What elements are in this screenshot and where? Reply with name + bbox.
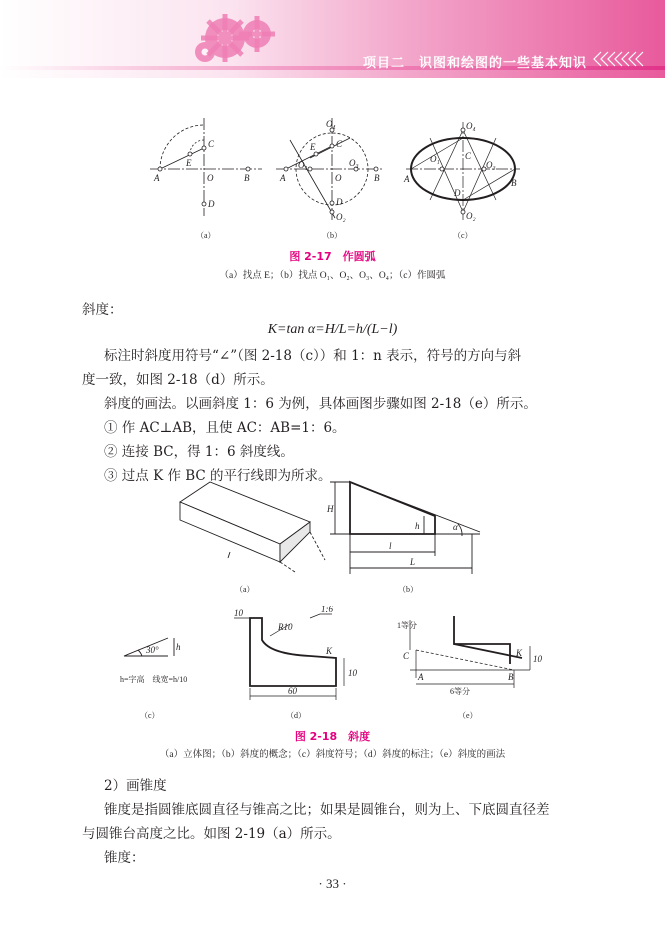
fig218-b-labels [326,504,458,567]
label-alpha: α [453,522,458,532]
slope-formula: K=tan α=H/L=h/(L−l) [267,322,398,337]
label-o: O [335,173,342,183]
label-r10: R10 [278,622,293,632]
fig217-a-label: （a） [196,231,216,240]
label-30deg: 30° [146,645,159,655]
fig218-d-label: （d） [286,711,306,720]
slope-title: 斜度： [82,302,123,318]
fig217-b-label: （b） [322,231,342,240]
header-title: 项目二 识图和绘图的一些基本知识 [362,56,587,71]
label-d: D [208,199,215,209]
label-h: h [415,521,420,531]
fig217-subcaption: （a）找点 E；（b）找点 O₁、O₂、O₃、O₄；（c）作圆弧 [219,271,446,281]
fig217-caption: 图 2-17 作圆弧 [289,250,376,263]
step-2: ② 连接 BC，得 1：6 斜度线。 [104,444,294,460]
label-b: B [374,173,380,183]
label-o4: O₄ [466,121,476,131]
label-a: A [404,174,410,184]
taper-line2: 与圆锥台高度之比。如图 2-19（a）所示。 [82,826,341,842]
step-3: ③ 过点 K 作 BC 的平行线即为所求。 [104,468,332,484]
label-c: C [336,139,343,149]
page-header [0,0,665,78]
label-b: B [511,178,517,188]
label-e: E [310,142,316,152]
label-o4: O₄ [326,119,336,129]
paragraph-1-line1: 标注时斜度用符号“∠”（图 2-18（c））和 1：n 表示，符号的方向与斜 [104,348,522,364]
label-c: C [465,151,472,161]
gear-decoration-icon [185,8,295,68]
label-d: D [454,188,461,198]
label-l: l [389,541,392,551]
label-a: A [418,672,424,682]
fig218-caption: 图 2-18 斜度 [294,730,371,743]
label-h-note: h=字高 线宽=h/10 [120,675,188,684]
label-o2: O₂ [466,211,476,221]
label-o2: O₂ [336,212,346,222]
label-a: A [154,173,160,183]
label-b: B [244,173,250,183]
fig218-a-label: （a） [235,585,255,594]
fig217-panel-c [406,122,520,220]
label-6parts: 6等分 [450,687,470,696]
fig217-b-labels [279,119,380,222]
taper-line1: 锥度是指圆锥底圆直径与锥高之比；如果是圆锥台，则为上、下底圆直径差 [104,802,550,818]
fig217-c-label: （c） [453,231,473,240]
taper-label: 锥度： [104,850,145,866]
label-o1: O₁ [430,154,440,164]
label-k: K [516,648,523,658]
fig218-c-labels [120,642,187,684]
figure-2-18-top [170,472,500,600]
fig218-c-label: （c） [140,711,160,720]
taper-heading: 2）画锥度 [104,778,167,794]
fig218-panel-a [180,482,325,572]
fig217-panel-a [150,118,262,216]
label-10: 10 [533,654,542,664]
page-number: · 33 · [318,876,347,891]
label-a: A [280,173,286,183]
label-10: 10 [234,608,243,618]
label-b: B [508,672,514,682]
label-c: C [208,139,215,149]
fig218-b-label: （b） [398,585,418,594]
chevron-left-icon [591,48,651,70]
label-o3: O₃ [349,158,359,168]
label-1part: 1等分 [397,621,417,630]
fig218-subcaption: （a）立体图；（b）斜度的概念；（c）斜度符号；（d）斜度的标注；（e）斜度的画法 [159,750,506,760]
fig218-d-labels [234,606,358,696]
fig217-panel-b [276,118,384,220]
label-o1: O₁ [298,160,308,170]
label-o: O [207,173,214,183]
label-h: h [176,642,181,652]
label-k: K [326,646,333,656]
paragraph-2: 斜度的画法。以画斜度 1：6 为例，具体画图步骤如图 2-18（e）所示。 [104,396,537,412]
label-e: E [186,158,192,168]
label-1to6: 1:6 [321,606,333,614]
label-H: H [327,504,334,514]
label-d: D [336,197,343,207]
label-60: 60 [288,686,297,696]
figure-2-17 [140,116,530,242]
label-c: C [403,651,410,661]
paragraph-1-line2: 度一致，如图 2-18（d）所示。 [82,372,274,388]
label-L: L [410,557,416,567]
label-10b: 10 [348,668,357,678]
label-o3: O₃ [486,160,496,170]
step-1: ① 作 AC⊥AB，且使 AC：AB=1：6。 [104,420,346,436]
fig218-e-label: （e） [458,711,478,720]
figure-2-18-bottom [110,606,550,722]
